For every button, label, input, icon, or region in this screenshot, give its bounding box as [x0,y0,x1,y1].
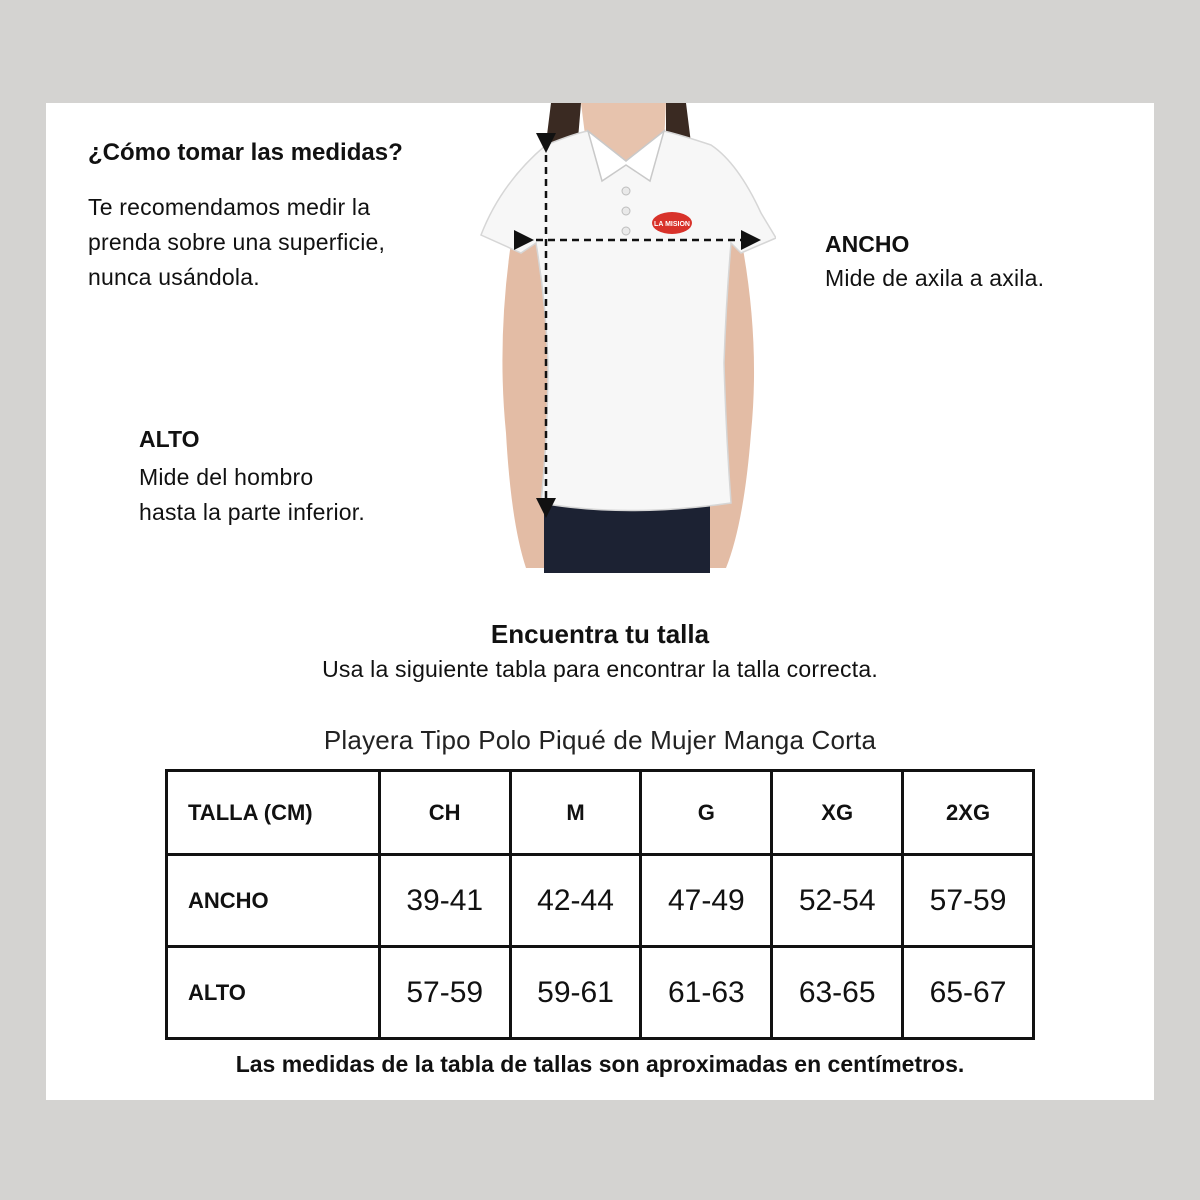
table-footnote: Las medidas de la tabla de tallas son aproximadas en centímetros. [235,1051,965,1077]
size-guide-card [46,103,1154,1100]
table-header-cell: CH [379,771,510,855]
find-size-title: Encuentra tu talla [490,619,710,649]
table-cell: 65-67 [903,947,1034,1039]
table-header-cell: XG [772,771,903,855]
ancho-label: ANCHO [825,231,910,257]
brand-logo-text: LA MISION [654,221,690,228]
table-row [167,947,1034,1039]
table-header-cell: G [641,771,772,855]
table-header-row [167,771,1034,855]
table-cell: 63-65 [772,947,903,1039]
table-row-label: ANCHO [167,855,380,947]
alto-text-line-1: Mide del hombro [139,464,314,490]
table-cell: 59-61 [510,947,641,1039]
table-cell: 57-59 [379,947,510,1039]
table-header-cell: M [510,771,641,855]
table-cell: 42-44 [510,855,641,947]
alto-text [139,460,439,530]
model-photo [476,103,776,573]
ancho-text: Mide de axila a axila. [825,265,1045,291]
table-header-cell: 2XG [903,771,1034,855]
table-cell: 57-59 [903,855,1034,947]
table-caption: Playera Tipo Polo Piqué de Mujer Manga Corta [323,725,877,755]
alto-text-line-2: hasta la parte inferior. [139,499,365,525]
brand-logo [652,212,692,234]
table-row [167,855,1034,947]
size-table [165,769,1035,1040]
table-header-cell: TALLA (CM) [167,771,380,855]
table-cell: 39-41 [379,855,510,947]
table-cell: 47-49 [641,855,772,947]
find-size-subtitle: Usa la siguiente tabla para encontrar la talla correcta. [322,656,878,682]
how-to-measure-title: ¿Cómo tomar las medidas? [88,139,403,166]
alto-label: ALTO [139,426,200,452]
table-cell: 61-63 [641,947,772,1039]
table-cell: 52-54 [772,855,903,947]
table-row-label: ALTO [167,947,380,1039]
how-to-measure-text: Te recomendamos medir la prenda sobre una superficie, nunca usándola. [88,194,386,290]
